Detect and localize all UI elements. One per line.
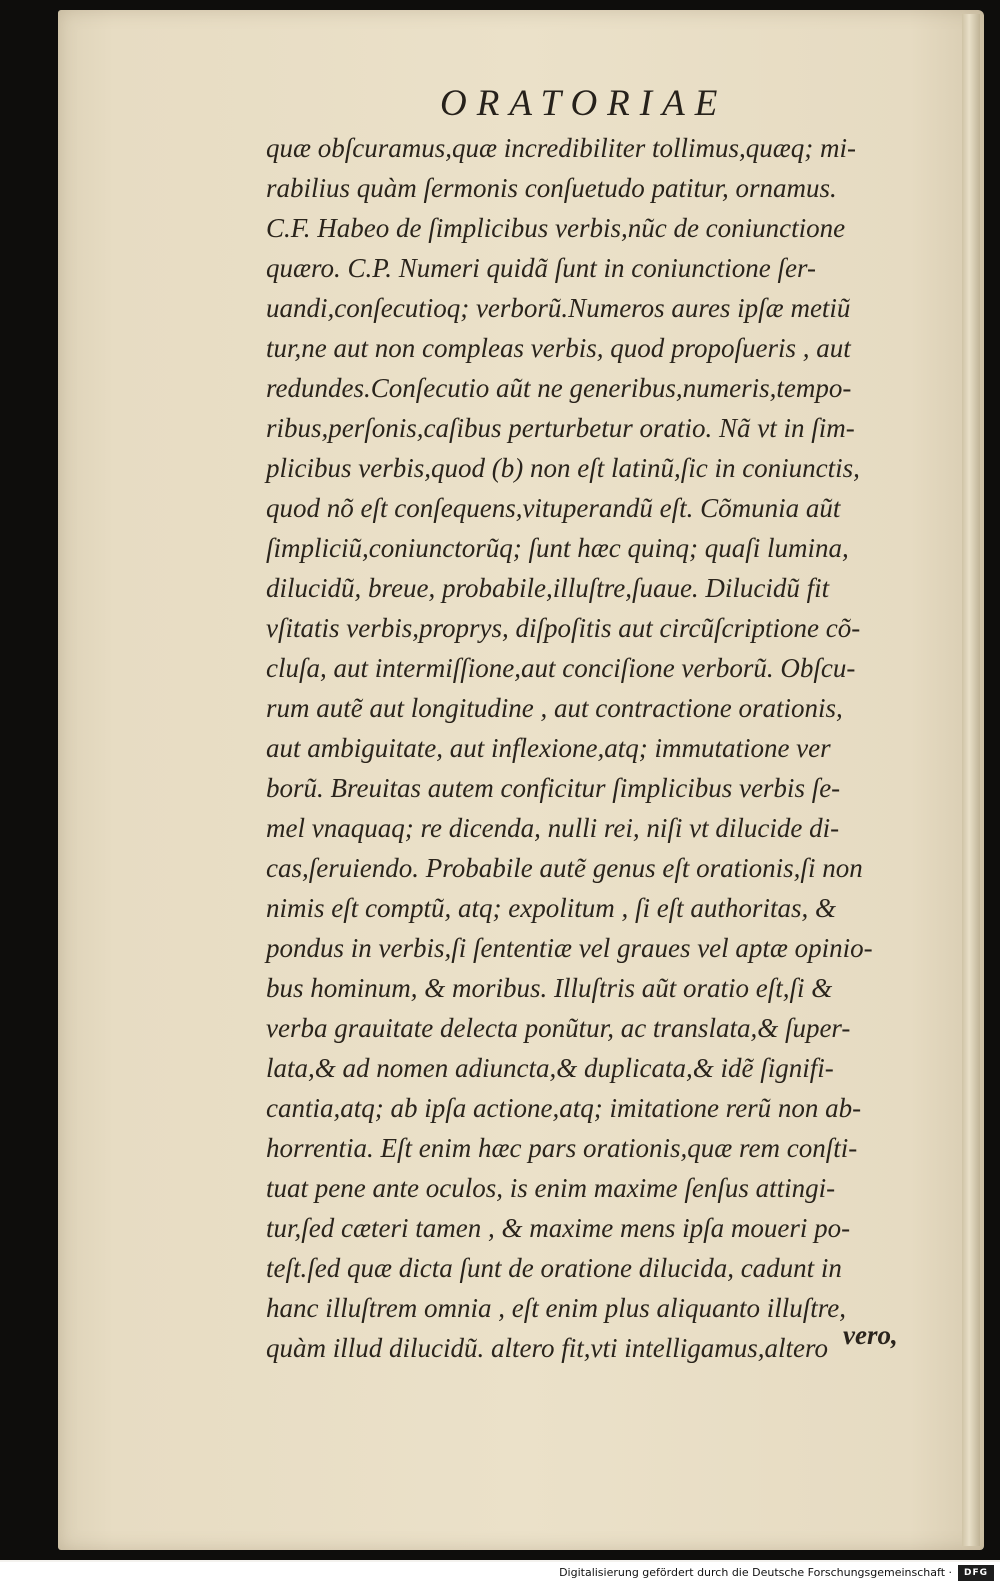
text-line: tur,ſed cæteri tamen , & maxime mens ipſa moueri po- (266, 1213, 851, 1243)
body-text (266, 128, 938, 1368)
text-line: nimis eſt comptũ, atq; expolitum , ſi eſt authoritas, & (266, 893, 836, 923)
text-line: teſt.ſed quæ dicta ſunt de oratione dilucida, cadunt in (266, 1253, 842, 1283)
text-line: ſimpliciũ,coniunctorũq; ſunt hæc quinq; quaſi lumina, (266, 533, 849, 563)
text-line: cluſa, aut intermiſſione,aut conciſione verborũ. Obſcu- (266, 653, 856, 683)
running-head: ORATORIAE (440, 83, 728, 124)
text-line: horrentia. Eſt enim hæc pars orationis,quæ rem conſti- (266, 1133, 858, 1163)
text-line: redundes.Conſecutio aũt ne generibus,numeris,tempo- (266, 373, 852, 403)
text-line: ribus,perſonis,caſibus perturbetur oratio. Nã vt in ſim- (266, 413, 855, 443)
text-line: uandi,conſecutioq; verborũ.Numeros aures ipſæ metiũ (266, 293, 851, 323)
text-line: cantia,atq; ab ipſa actione,atq; imitatione rerũ non ab- (266, 1093, 862, 1123)
text-line: rabilius quàm ſermonis conſuetudo patitur, ornamus. (266, 173, 837, 203)
text-line: quæ obſcuramus,quæ incredibiliter tollimus,quæq; mi- (266, 133, 856, 163)
text-line: aut ambiguitate, aut inflexione,atq; immutatione ver (266, 733, 831, 763)
text-line: dilucidũ, breue, probabile,illuſtre,ſuaue. Dilucidũ fit (266, 573, 830, 603)
text-line: rum autẽ aut longitudine , aut contractione orationis, (266, 693, 843, 723)
catchword: vero, (843, 1320, 898, 1350)
text-line: tuat pene ante oculos, is enim maxime ſenſus attingi- (266, 1173, 836, 1203)
page-edge (962, 14, 980, 1546)
text-line: plicibus verbis,quod (b) non eſt latinũ,ſic in coniunctis, (266, 453, 860, 483)
text-line: pondus in verbis,ſi ſententiæ vel graues vel aptæ opinio- (266, 933, 873, 963)
text-line: cas,ſeruiendo. Probabile autẽ genus eſt orationis,ſi non (266, 853, 863, 883)
text-line: borũ. Breuitas autem conficitur ſimplicibus verbis ſe- (266, 773, 841, 803)
text-line: vſitatis verbis,proprys, diſpoſitis aut circũſcriptione cõ- (266, 613, 861, 643)
text-line: hanc illuſtrem omnia , eſt enim plus aliquanto illuſtre, (266, 1293, 846, 1323)
text-line: lata,& ad nomen adiuncta,& duplicata,& idẽ ſignifi- (266, 1053, 834, 1083)
funding-credit: Digitalisierung gefördert durch die Deutsche Forschungsgemeinschaft · (559, 1566, 952, 1579)
footer-bar (0, 1562, 1000, 1586)
text-line: quod nõ eſt conſequens,vituperandũ eſt. Cõmunia aũt (266, 493, 841, 523)
text-line: quæro. C.P. Numeri quidã ſunt in coniunctione ſer- (266, 253, 816, 283)
text-line: tur,ne aut non compleas verbis, quod propoſueris , aut (266, 333, 851, 363)
dfg-logo: DFG (958, 1565, 994, 1581)
text-line: verba grauitate delecta ponũtur, ac translata,& ſuper- (266, 1013, 851, 1043)
text-line: C.F. Habeo de ſimplicibus verbis,nũc de coniunctione (266, 213, 846, 243)
text-line: quàm illud dilucidũ. altero fit,vti intelligamus,altero (266, 1333, 828, 1363)
text-line: bus hominum, & moribus. Illuſtris aũt oratio eſt,ſi & (266, 973, 833, 1003)
text-line: mel vnaquaq; re dicenda, nulli rei, niſi vt dilucide di- (266, 813, 840, 843)
